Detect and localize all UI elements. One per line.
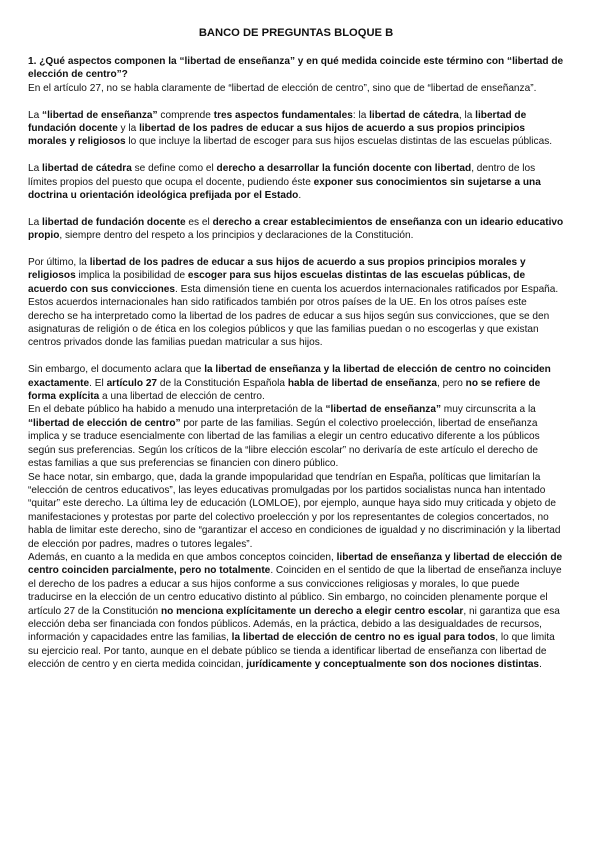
question-heading: 1. ¿Qué aspectos componen la “libertad de enseñanza” y en qué medida coincide este término con “libertad de elección de centro”? bbox=[28, 56, 564, 81]
paragraph-conclusion: Además, en cuanto a la medida en que ambos conceptos coinciden, libertad de enseñanza y libertad de elección de centro coinciden parcialmente, pero no totalmente. Coinciden en el sentido de que la libertad de enseñanza incluye el derecho de los padres a educar a sus hijos conforme a sus convicciones religiosas y morales, lo que puede traducirse en la elección de un centro educativo distinto al público. Sin embargo, no coinciden plenamente porque el artículo 27 de la Constitución no menciona explícitamente un derecho a elegir centro escolar, ni garantiza que esa elección deba ser financiada con fondos públicos. Además, en la práctica, debido a las desigualdades de recursos, información y capacidades entre las familias, la libertad de elección de centro no es igual para todos, lo que limita su ejercicio real. Por tanto, aunque en el debate público se tienda a identificar libertad de enseñanza con libertad de elección de centro y en cierta medida coincidan, jurídicamente y conceptualmente son dos nociones distintas. bbox=[28, 551, 563, 671]
paragraph-libertad-ensenanza: La “libertad de enseñanza” comprende tres aspectos fundamentales: la libertad de cátedra, la libertad de fundación docente y la libertad de los padres de educar a sus hijos de acuerdo a sus propios principios morales y religiosos lo que incluye la libertad de escoger para sus hijos escuelas distintas de las escuelas públicas. bbox=[28, 109, 553, 148]
document-title: BANCO DE PREGUNTAS BLOQUE B bbox=[198, 27, 394, 39]
paragraph-debate-publico: En el debate público ha habido a menudo una interpretación de la “libertad de enseñanza” muy circunscrita a la “libertad de elección de centro” por parte de las familias. Según el colectivo proelección, libertad de enseñanza implica y se traduce esencialmente con libertad de las familias a elegir un centro educativo diferente a los públicos según sus preferencias. Según los críticos de la “libre elección escolar” no derivaría de este artículo el derecho de estas familias a que sus preferencias se financien con dinero público. bbox=[28, 404, 540, 470]
paragraph-article-27: En el artículo 27, no se habla claramente de “libertad de elección de centro”, sino que de “libertad de enseñanza”. bbox=[28, 82, 537, 94]
paragraph-libertad-catedra: La libertad de cátedra se define como el derecho a desarrollar la función docente con libertad, dentro de los límites propios del puesto que ocupa el docente, pudiendo éste exponer sus conocimientos sin sujetarse a una doctrina u orientación ideológica prefijada por el Estado. bbox=[28, 163, 541, 202]
paragraph-no-coinciden: Sin embargo, el documento aclara que la libertad de enseñanza y la libertad de elección de centro no coinciden exactamente. El artículo 27 de la Constitución Española habla de libertad de enseñanza, pero no se refiere de forma explícita a una libertad de elección de centro. bbox=[28, 364, 551, 403]
paragraph-libertad-padres: Por último, la libertad de los padres de educar a sus hijos de acuerdo a sus propios principios morales y religiosos implica la posibilidad de escoger para sus hijos escuelas distintas de las escuelas públicas, de acuerdo con sus convicciones. Esta dimensión tiene en cuenta los acuerdos internacionales ratificados por España. Estos acuerdos internacionales han sido ratificados también por otros países de la UE. En los otros países este derecho se ha interpretado como la libertad de los padres de educar a sus hijos según sus convicciones, que se den asignaturas de religión o de ética en los colegios públicos y que las familias puedan o no escogerlas y que existan centros privados donde las familias puedan matricular a sus hijos. bbox=[28, 257, 559, 349]
paragraph-lomloe: Se hace notar, sin embargo, que, dada la grande impopularidad que tendrían en España, políticas que limitarían la “elección de centros educativos”, las leyes educativas promulgadas por los partidos socialistas nunca han intentado “quitar” este derecho. La última ley de educación (LOMLOE), por ejemplo, aunque haya sido muy criticada y objeto de manifestaciones y protestas por parte del colectivo proelección y por los representantes de colegios concertados, no habla de limitar este derecho, sino de “garantizar el acceso en condiciones de igualdad y no discriminación y la libertad de elección por padres, madres o tutores legales”. bbox=[28, 471, 561, 550]
paragraph-libertad-fundacion: La libertad de fundación docente es el derecho a crear establecimientos de enseñanza con un ideario educativo propio, siempre dentro del respeto a los principios y declaraciones de la Constitución. bbox=[28, 216, 564, 242]
